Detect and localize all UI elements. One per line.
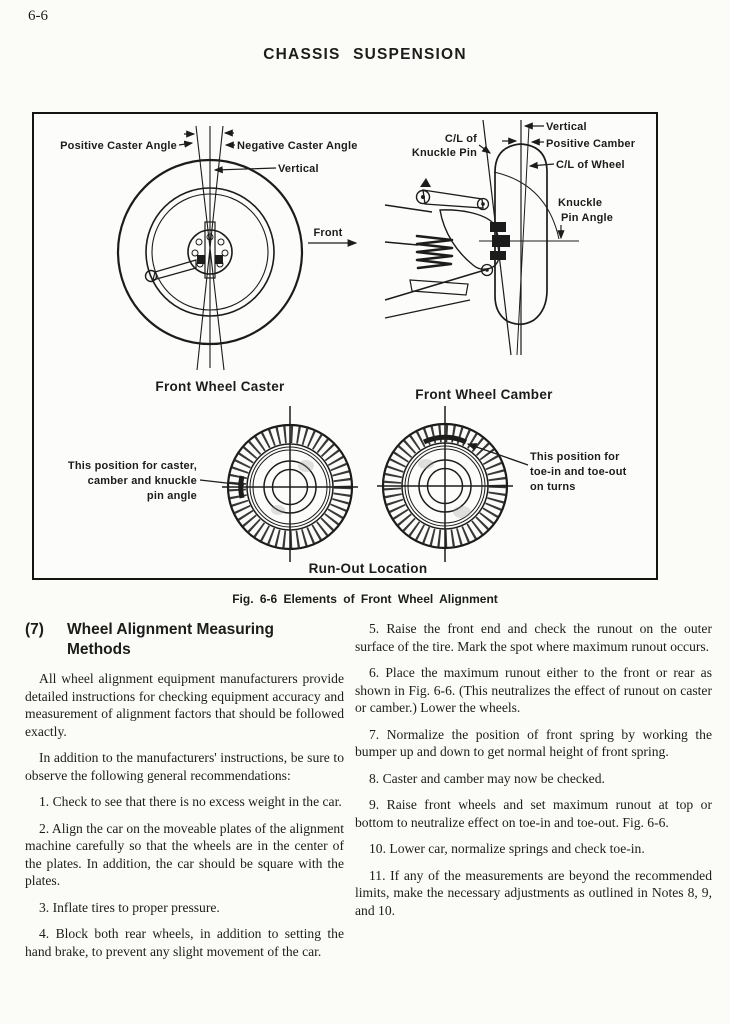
paragraph: All wheel alignment equipment manufacturers provide detailed instructions for checking equipment accuracy and measurement of alignment factors that should be followed exactly. — [25, 671, 344, 739]
positive-camber-label: Positive Camber — [546, 138, 636, 150]
list-item: 6. Place the maximum runout either to the front or rear as shown in Fig. 6-6. (This neutralizes the effect of runout on caster or camber.) Lower the wheels. — [355, 665, 712, 715]
paragraph: In addition to the manufacturers' instructions, be sure to observe the following general recommendations: — [25, 750, 344, 783]
page-number: 6-6 — [28, 8, 48, 24]
runout-left-label-line1: This position for caster, — [67, 460, 197, 472]
runout-right-label-line3: on turns — [530, 481, 576, 493]
vertical-label: Vertical — [546, 121, 587, 133]
positive-caster-label: Positive Caster Angle — [60, 140, 177, 152]
section-number: (7) — [25, 621, 44, 638]
runout-left-label-line3: pin angle — [146, 490, 197, 502]
figure-illustration — [34, 114, 656, 578]
vertical-label: Vertical — [278, 163, 319, 175]
camber-caption: Front Wheel Camber — [415, 387, 553, 402]
hub-nut-right — [215, 255, 223, 264]
camber-diagram — [385, 120, 636, 402]
bumper-bracket — [410, 280, 468, 295]
runout-diagram — [68, 406, 627, 576]
lower-control-arm — [385, 270, 485, 300]
list-item: 2. Align the car on the moveable plates of the alignment machine carefully so that the wheels are in the center of the plates. In addition, the car should be square with the plates. — [25, 820, 344, 888]
list-item: 5. Raise the front end and check the runout on the outer surface of the tire. Mark the spot where maximum runout occurs. — [355, 621, 712, 654]
section-heading — [25, 620, 344, 660]
list-item: 7. Normalize the position of front spring by working the bumper up and down to get normal height of front spring. — [355, 726, 712, 759]
list-item: 3. Inflate tires to proper pressure. — [39, 899, 220, 915]
front-label: Front — [313, 227, 343, 239]
cl-of-knuckle-pin-label-line1: C/L of — [444, 133, 477, 145]
figure-caption: Fig. 6-6 Elements of Front Wheel Alignment — [232, 592, 498, 606]
caster-diagram — [60, 126, 357, 394]
coil-spring — [417, 236, 452, 268]
runout-left-label-line2: camber and knuckle — [87, 475, 197, 487]
cl-of-wheel-label: C/L of Wheel — [556, 159, 625, 171]
runout-right-wheel — [377, 406, 513, 562]
steering-arm — [153, 260, 196, 280]
runout-right-label-line2: toe-in and toe-out — [530, 466, 627, 478]
list-item: 9. Raise front wheels and set maximum runout at top or bottom to neutralize effect on toe-in and toe-out. Fig. 6-6. — [355, 797, 712, 830]
suspension-drawing — [385, 178, 510, 318]
runout-right-label-line1: This position for — [530, 451, 620, 463]
hub-nut-left — [197, 255, 205, 264]
cl-of-knuckle-pin-label-line2: Knuckle Pin — [411, 147, 477, 159]
caster-check-mark — [241, 476, 242, 498]
right-column — [355, 620, 712, 919]
knuckle-pin-angle-label-line2: Pin Angle — [561, 212, 614, 224]
runout-left-wheel — [222, 406, 358, 562]
knuckle-pin-angle-label-line1: Knuckle — [558, 197, 603, 209]
figure-box — [32, 112, 658, 580]
list-item: 1. Check to see that there is no excess weight in the car. — [39, 794, 342, 809]
caster-caption: Front Wheel Caster — [155, 379, 285, 394]
list-item: 10. Lower car, normalize springs and check toe-in. — [369, 841, 645, 856]
page-title: CHASSIS SUSPENSION — [263, 46, 467, 63]
negative-caster-label: Negative Caster Angle — [237, 140, 358, 152]
runout-caption: Run-Out Location — [308, 561, 428, 576]
upper-control-arm — [423, 190, 483, 208]
left-column — [25, 620, 344, 960]
list-item: 8. Caster and camber may now be checked. — [369, 770, 605, 786]
list-item: 4. Block both rear wheels, in addition to setting the hand brake, to prevent any slight movement of the car. — [25, 926, 344, 959]
section-title: Wheel Alignment Measuring Methods — [67, 621, 274, 658]
list-item: 11. If any of the measurements are beyond the recommended limits, make the necessary adjustments as outlined in Notes 8, 9, and 10. — [355, 867, 712, 918]
